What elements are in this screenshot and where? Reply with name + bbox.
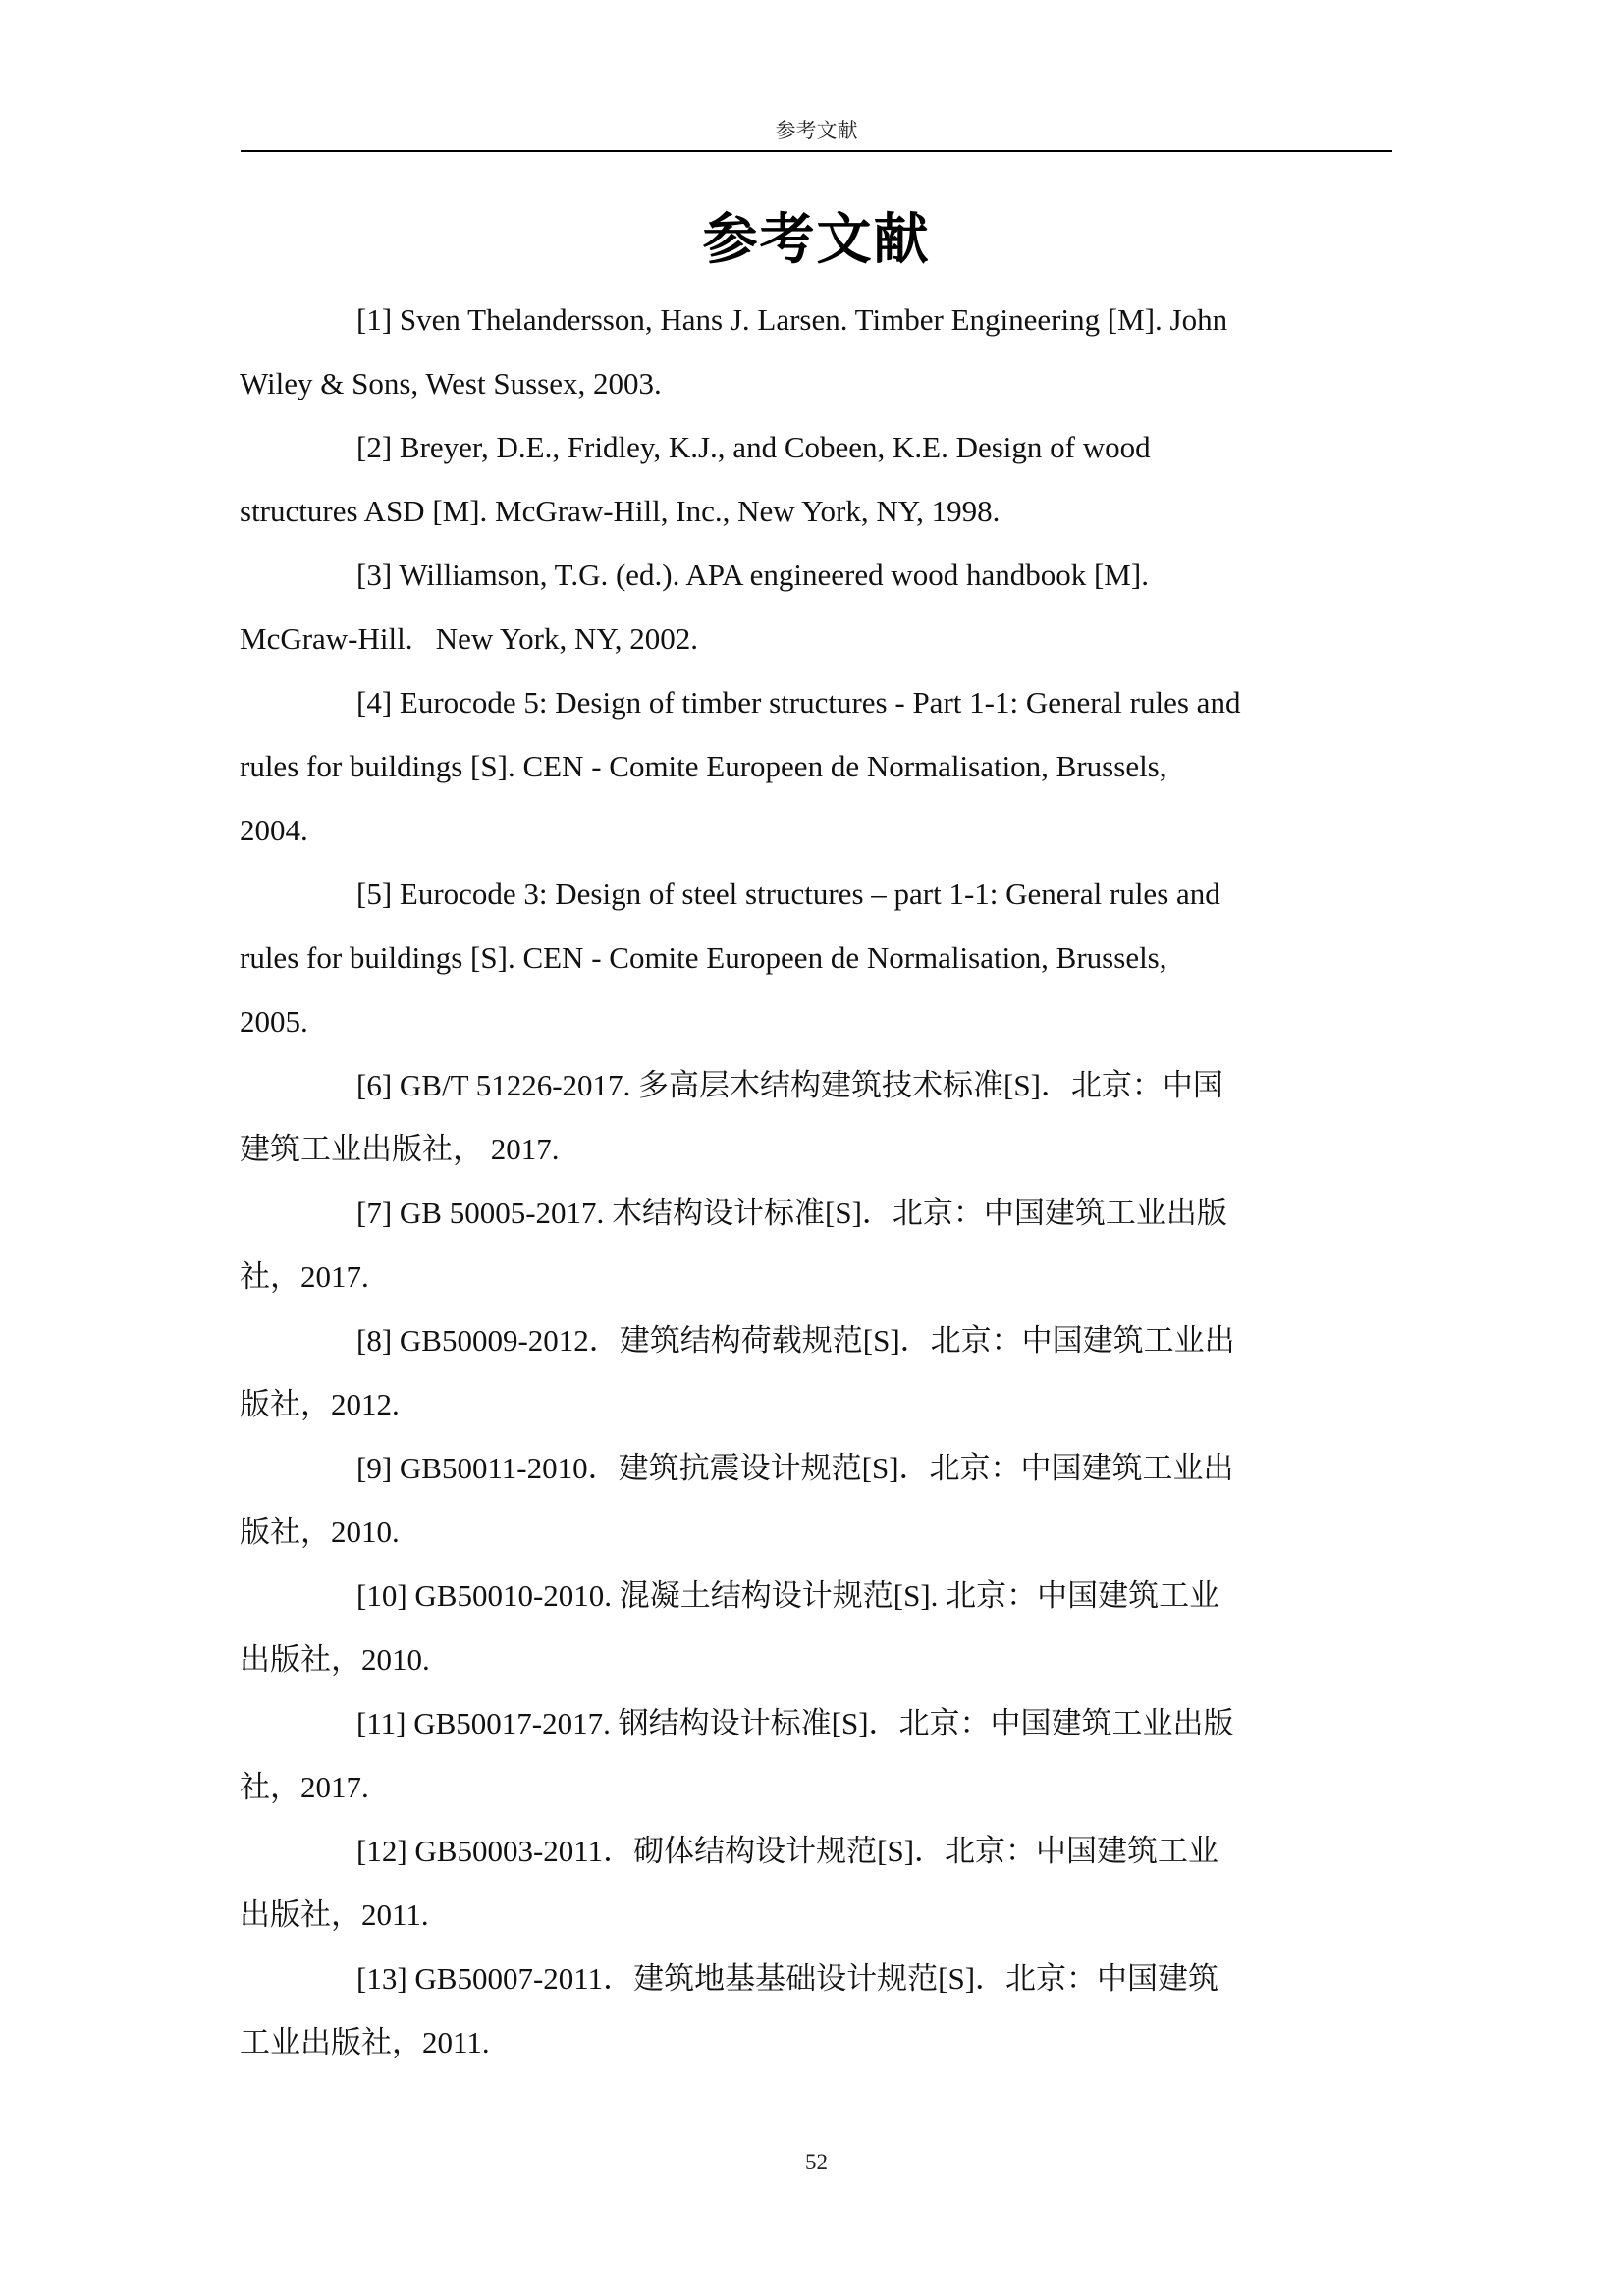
reference-line: 2005.: [240, 1004, 308, 1039]
page-number: 52: [805, 2150, 828, 2174]
reference-line: [4] Eurocode 5: Design of timber structures - Part 1-1: General rules and: [356, 685, 1241, 720]
reference-line: 出版社，2010.: [240, 1642, 430, 1677]
reference-line: [2] Breyer, D.E., Fridley, K.J., and Cobeen, K.E. Design of wood: [356, 430, 1151, 464]
reference-line: [10] GB50010-2010. 混凝土结构设计规范[S]. 北京：中国建筑工业: [356, 1578, 1220, 1613]
reference-entry: [240, 1564, 1378, 1691]
reference-line: 社，2017.: [240, 1259, 369, 1294]
reference-entry: [240, 670, 1378, 862]
reference-entry: [240, 415, 1378, 543]
reference-entry: [240, 862, 1378, 1053]
reference-line: [13] GB50007-2011．建筑地基基础设计规范[S]．北京：中国建筑: [356, 1961, 1219, 1996]
reference-line: [1] Sven Thelandersson, Hans J. Larsen. Timber Engineering [M]. John: [356, 302, 1228, 337]
reference-line: [6] GB/T 51226-2017. 多高层木结构建筑技术标准[S]．北京：中国: [356, 1068, 1223, 1102]
reference-line: [3] Williamson, T.G. (ed.). APA engineered wood handbook [M].: [356, 558, 1149, 592]
reference-line: Wiley & Sons, West Sussex, 2003.: [240, 366, 662, 400]
reference-entry: [240, 1947, 1378, 2074]
reference-entry: [240, 1436, 1378, 1564]
reference-line: 版社，2012.: [240, 1387, 400, 1421]
reference-entry: [240, 1819, 1378, 1947]
reference-line: [5] Eurocode 3: Design of steel structures – part 1-1: General rules and: [356, 877, 1220, 911]
page-title: 参考文献: [702, 208, 931, 272]
reference-entry: [240, 1053, 1378, 1181]
reference-line: 工业出版社，2011.: [240, 2025, 490, 2059]
reference-line: rules for buildings [S]. CEN - Comite Europeen de Normalisation, Brussels,: [240, 940, 1167, 975]
reference-line: 版社，2010.: [240, 1515, 400, 1549]
reference-entry: [240, 288, 1378, 415]
reference-entry: [240, 543, 1378, 670]
reference-line: 社，2017.: [240, 1770, 369, 1804]
reference-line: [12] GB50003-2011．砌体结构设计规范[S]．北京：中国建筑工业: [356, 1834, 1219, 1868]
reference-line: rules for buildings [S]. CEN - Comite Europeen de Normalisation, Brussels,: [240, 749, 1167, 783]
reference-line: [11] GB50017-2017. 钢结构设计标准[S]．北京：中国建筑工业出版: [356, 1706, 1234, 1740]
reference-entry: [240, 1181, 1378, 1308]
reference-line: [7] GB 50005-2017. 木结构设计标准[S]．北京：中国建筑工业出版: [356, 1196, 1227, 1230]
reference-line: 建筑工业出版社， 2017.: [240, 1132, 560, 1166]
header-divider: [241, 150, 1392, 152]
running-header: 参考文献: [775, 119, 858, 142]
reference-line: 出版社，2011.: [240, 1897, 429, 1932]
reference-line: 2004.: [240, 813, 308, 847]
reference-entry: [240, 1691, 1378, 1819]
reference-entry: [240, 1308, 1378, 1436]
reference-line: [8] GB50009-2012．建筑结构荷载规范[S]．北京：中国建筑工业出: [356, 1323, 1235, 1358]
reference-line: [9] GB50011-2010．建筑抗震设计规范[S]．北京：中国建筑工业出: [356, 1451, 1234, 1485]
reference-line: McGraw-Hill. New York, NY, 2002.: [240, 621, 698, 656]
reference-list: [240, 288, 1378, 2074]
reference-line: structures ASD [M]. McGraw-Hill, Inc., New York, NY, 1998.: [240, 494, 1001, 528]
